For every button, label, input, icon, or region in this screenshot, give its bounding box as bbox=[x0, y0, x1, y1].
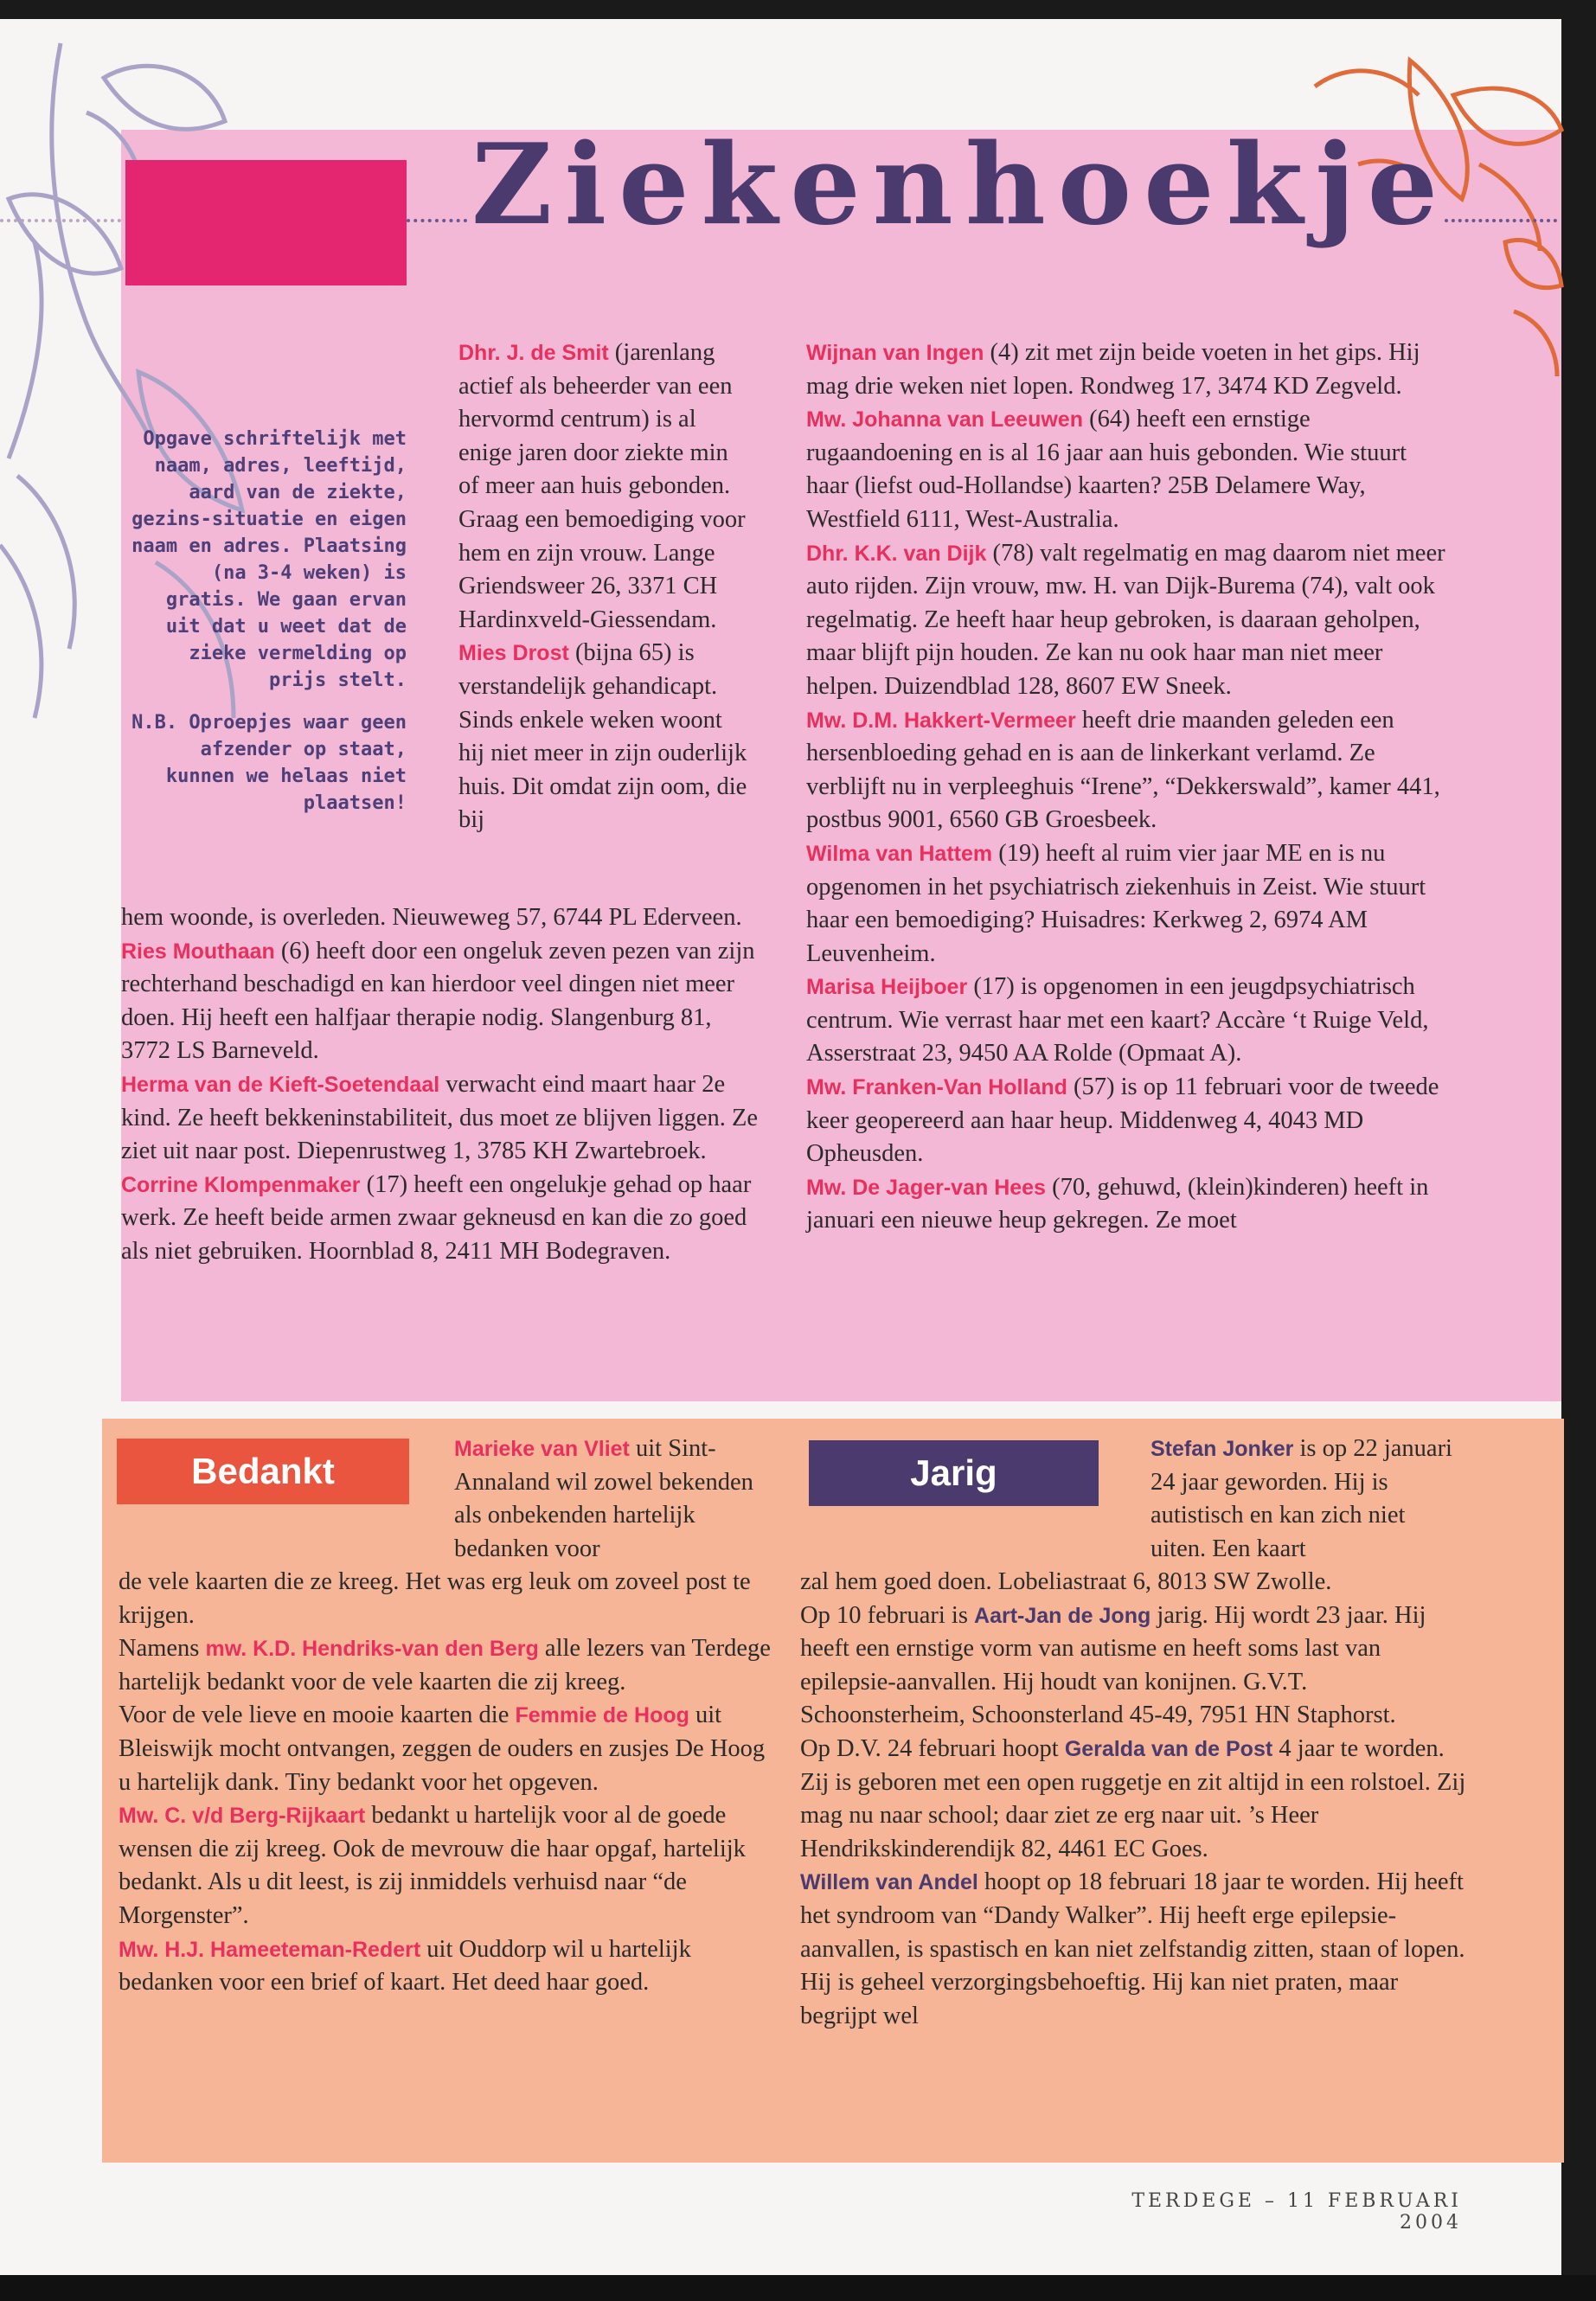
entry-name: Aart-Jan de Jong bbox=[974, 1603, 1151, 1628]
entry-name: Wilma van Hattem bbox=[806, 841, 993, 866]
title-accent-block bbox=[125, 160, 407, 285]
entry-text: (17) heeft een ongelukje gehad op haar werk. Ze heeft beide armen zwaar gekneusd en kan die zo goed als niet gebruiken. Hoornblad 8, 2411 MH Bodegraven. bbox=[121, 1170, 752, 1265]
entry-name: Willem van Andel bbox=[800, 1870, 978, 1895]
entry-name: Mw. H.J. Hameeteman-Redert bbox=[119, 1937, 421, 1962]
entry-leeuwen bbox=[806, 403, 1446, 536]
page-footer: TERDEGE – 11 FEBRUARI 2004 bbox=[1131, 2190, 1462, 2234]
entry-name: Wijnan van Ingen bbox=[806, 341, 984, 365]
entry-pre: Op D.V. 24 februari hoopt bbox=[800, 1734, 1065, 1762]
entry-name: Geralda van de Post bbox=[1064, 1736, 1273, 1761]
entry-name: Mw. Johanna van Leeuwen bbox=[806, 407, 1083, 433]
entry-text: hoopt op 18 februari 18 jaar te worden. Hij heeft het syndroom van “Dandy Walker”. Hij heeft erge epilepsie-aanvallen, is spastisch en kan niet zelfstandig zitten, staan of lopen. Hij is geheel verzorgingsbehoeftig. Hij kan niet praten, maar begrijpt wel bbox=[800, 1868, 1465, 2029]
submission-instructions bbox=[121, 426, 407, 832]
entry-name: Dhr. K.K. van Dijk bbox=[806, 541, 987, 566]
entry-name: Ries Mouthaan bbox=[121, 939, 275, 964]
ziek-column-left bbox=[121, 901, 766, 1269]
entry-kieft bbox=[121, 1068, 766, 1169]
entry-text: uit Bleiswijk mocht ontvangen, zeggen de ouders en zusjes De Hoog u hartelijk dank. Tiny bedankt voor het opgeven. bbox=[119, 1702, 766, 1796]
entry-smit bbox=[458, 336, 753, 637]
jarig-heading: Jarig bbox=[809, 1440, 1099, 1506]
entry-redert bbox=[119, 1933, 776, 2000]
entry-drost-continued: hem woonde, is overleden. Nieuweweg 57, 6744 PL Ederveen. bbox=[121, 904, 742, 931]
entry-pre: Voor de vele lieve en mooie kaarten die bbox=[119, 1702, 516, 1729]
entry-mouthaan bbox=[121, 935, 766, 1068]
entry-text: bedankt u hartelijk voor al de goede wensen die zij kreeg. Ook de mevrouw die haar opgaf, hartelijk bedankt. Als u dit leest, is zij inmiddels verhuisd naar “de Morgenster”. bbox=[119, 1802, 746, 1929]
entry-text: (19) heeft al ruim vier jaar ME en is nu opgenomen in het psychiatrisch ziekenhuis in Zeist. Wie stuurt haar een bemoediging? Huisadres: Kerkweg 2, 6974 AM Leuvenheim. bbox=[806, 839, 1426, 967]
bedankt-column-narrow bbox=[454, 1433, 766, 1566]
entry-text: (70, gehuwd, (klein)kinderen) heeft in januari een nieuwe heup gekregen. Ze moet bbox=[806, 1173, 1429, 1234]
entry-jonker-continued: zal hem goed doen. Lobeliastraat 6, 8013 SW Zwolle. bbox=[800, 1568, 1332, 1595]
entry-text: (78) valt regelmatig en mag daarom niet meer auto rijden. Zijn vrouw, mw. H. van Dijk-Burema (74), valt ook regelmatig. Ze heeft haar heup gebroken, is daaraan geholpen, maar blijft pijn houden. Ze kan nu ook haar man niet meer helpen. Duizendblad 128, 8607 EW Sneek. bbox=[806, 539, 1445, 700]
title-divider-right bbox=[1445, 219, 1557, 222]
entry-post bbox=[800, 1733, 1466, 1866]
page-edge-right bbox=[1561, 0, 1596, 2301]
ziek-column-right bbox=[806, 336, 1446, 1238]
entry-text: (57) is op 11 februari voor de tweede keer geopereerd aan haar heup. Middenweg 4, 4043 MD Opheusden. bbox=[806, 1074, 1439, 1168]
entry-hendriks bbox=[119, 1632, 776, 1699]
ziek-column-narrow bbox=[458, 336, 753, 837]
entry-text: (4) zit met zijn beide voeten in het gips. Hij mag drie weken niet lopen. Rondweg 17, 3474 KD Zegveld. bbox=[806, 339, 1420, 400]
entry-hoog bbox=[119, 1699, 776, 1799]
entry-rijkaart bbox=[119, 1799, 776, 1932]
entry-text: 4 jaar te worden. Zij is geboren met een open ruggetje en zit altijd in een rolstoel. Zij mag nu naar school; daar ziet ze erg naar uit. ’s Heer Hendrikskinderendijk 82, 4461 EC Goes. bbox=[800, 1734, 1466, 1862]
entry-text: (17) is opgenomen in een jeugdpsychiatrisch centrum. Wie verrast haar met een kaart? Accàre ‘t Ruige Veld, Asserstraat 23, 9450 AA Rolde (Opmaat A). bbox=[806, 973, 1429, 1067]
entry-name: mw. K.D. Hendriks-van den Berg bbox=[205, 1637, 539, 1662]
entry-name: Mies Drost bbox=[458, 641, 569, 666]
entry-pre: Op 10 februari is bbox=[800, 1601, 975, 1629]
entry-name: Mw. C. v/d Berg-Rijkaart bbox=[119, 1804, 366, 1829]
entry-text: verwacht eind maart haar 2e kind. Ze heeft bekkeninstabiliteit, dus moet ze blijven liggen. Ze ziet uit naar post. Diepenrustweg 1, 3785 KH Zwartebroek. bbox=[121, 1070, 759, 1165]
entry-hakkert bbox=[806, 704, 1446, 837]
page-title: Ziekenhoekje bbox=[471, 120, 1450, 250]
bedankt-heading: Bedankt bbox=[117, 1439, 409, 1504]
instructions-text: Opgave schriftelijk met naam, adres, leeftijd, aard van de ziekte, gezins-situatie en eigen naam en adres. Plaatsing (na 3-4 weken) is gratis. We gaan ervan uit dat u weet dat de zieke vermelding op prijs stelt. bbox=[131, 428, 407, 691]
instructions-nb: N.B. Oproepjes waar geen afzender op staat, kunnen we helaas niet plaatsen! bbox=[131, 712, 407, 814]
entry-pre: Namens bbox=[119, 1635, 206, 1663]
bedankt-column bbox=[119, 1566, 776, 2000]
entry-text: uit Ouddorp wil u hartelijk bedanken voor een brief of kaart. Het deed haar goed. bbox=[119, 1935, 691, 1997]
entry-drost bbox=[458, 637, 753, 837]
entry-name: Marisa Heijboer bbox=[806, 975, 968, 1000]
entry-text: heeft drie maanden geleden een hersenbloeding gehad en is aan de linkerkant verlamd. Ze verblijft nu in verpleeghuis “Irene”, “Dekkerswald”, kamer 441, postbus 9001, 6560 GB Groesbeek. bbox=[806, 706, 1440, 834]
entry-text: (64) heeft een ernstige rugaandoening en is al 16 jaar aan huis gebonden. Wie stuurt haar (liefst oud-Hollandse) kaarten? 25B Delamere Way, Westfield 6111, West-Australia. bbox=[806, 406, 1407, 533]
title-divider-left bbox=[0, 219, 121, 222]
entry-klompenmaker bbox=[121, 1169, 766, 1269]
entry-name: Marieke van Vliet bbox=[454, 1437, 630, 1461]
entry-text: (jarenlang actief als beheerder van een hervormd centrum) is al enige jaren door ziekte min of meer aan huis gebonden. Graag een bemoediging voor hem en zijn vrouw. Lange Griendsweer 26, 3371 CH Hardinxveld-Giessendam. bbox=[458, 339, 746, 633]
entry-jong bbox=[800, 1599, 1466, 1733]
entry-name: Herma van de Kieft-Soetendaal bbox=[121, 1072, 440, 1097]
title-divider-mid bbox=[407, 219, 467, 222]
entry-jager bbox=[806, 1171, 1446, 1238]
page-edge-top bbox=[0, 0, 1596, 19]
entry-name: Stefan Jonker bbox=[1151, 1437, 1294, 1461]
entry-text: uit Sint-Annaland wil zowel bekenden als onbekenden hartelijk bedanken voor bbox=[454, 1435, 753, 1562]
entry-ingen bbox=[806, 336, 1446, 403]
entry-name: Corrine Klompenmaker bbox=[121, 1172, 361, 1197]
entry-dijk bbox=[806, 537, 1446, 704]
entry-vliet bbox=[454, 1433, 766, 1566]
entry-franken bbox=[806, 1071, 1446, 1171]
entry-heijboer bbox=[806, 971, 1446, 1071]
entry-jonker bbox=[1151, 1433, 1462, 1566]
entry-text: (6) heeft door een ongeluk zeven pezen van zijn rechterhand beschadigd en kan hierdoor veel dingen niet meer doen. Hij heeft een halfjaar therapie nodig. Slangenburg 81, 3772 LS Barneveld. bbox=[121, 937, 755, 1065]
jarig-column-narrow bbox=[1151, 1433, 1462, 1566]
entry-text: jarig. Hij wordt 23 jaar. Hij heeft een ernstige vorm van autisme en heeft soms last van epilepsie-aanvallen. Hij houdt van konijnen. G.V.T. Schoonsterheim, Schoonsterland 45-49, 7951 HN Staphorst. bbox=[800, 1601, 1426, 1729]
entry-andel bbox=[800, 1866, 1466, 2033]
entry-text: is op 22 januari 24 jaar geworden. Hij is autistisch en kan zich niet uiten. Een kaart bbox=[1151, 1435, 1452, 1562]
entry-name: Mw. D.M. Hakkert-Vermeer bbox=[806, 708, 1076, 733]
jarig-column bbox=[800, 1566, 1466, 2033]
entry-name: Dhr. J. de Smit bbox=[458, 341, 609, 365]
entry-hattem bbox=[806, 837, 1446, 971]
entry-text: alle lezers van Terdege hartelijk bedankt voor de vele kaarten die zij kreeg. bbox=[119, 1635, 771, 1695]
entry-text: (bijna 65) is verstandelijk gehandicapt. Sinds enkele weken woont hij niet meer in zijn ouderlijk huis. Dit omdat zijn oom, die bij bbox=[458, 639, 747, 834]
entry-name: Femmie de Hoog bbox=[515, 1703, 689, 1728]
entry-name: Mw. De Jager-van Hees bbox=[806, 1175, 1046, 1200]
entry-name: Mw. Franken-Van Holland bbox=[806, 1075, 1067, 1100]
page-edge-bottom bbox=[0, 2275, 1596, 2301]
entry-vliet-continued: de vele kaarten die ze kreeg. Het was erg leuk om zoveel post te krijgen. bbox=[119, 1568, 751, 1629]
